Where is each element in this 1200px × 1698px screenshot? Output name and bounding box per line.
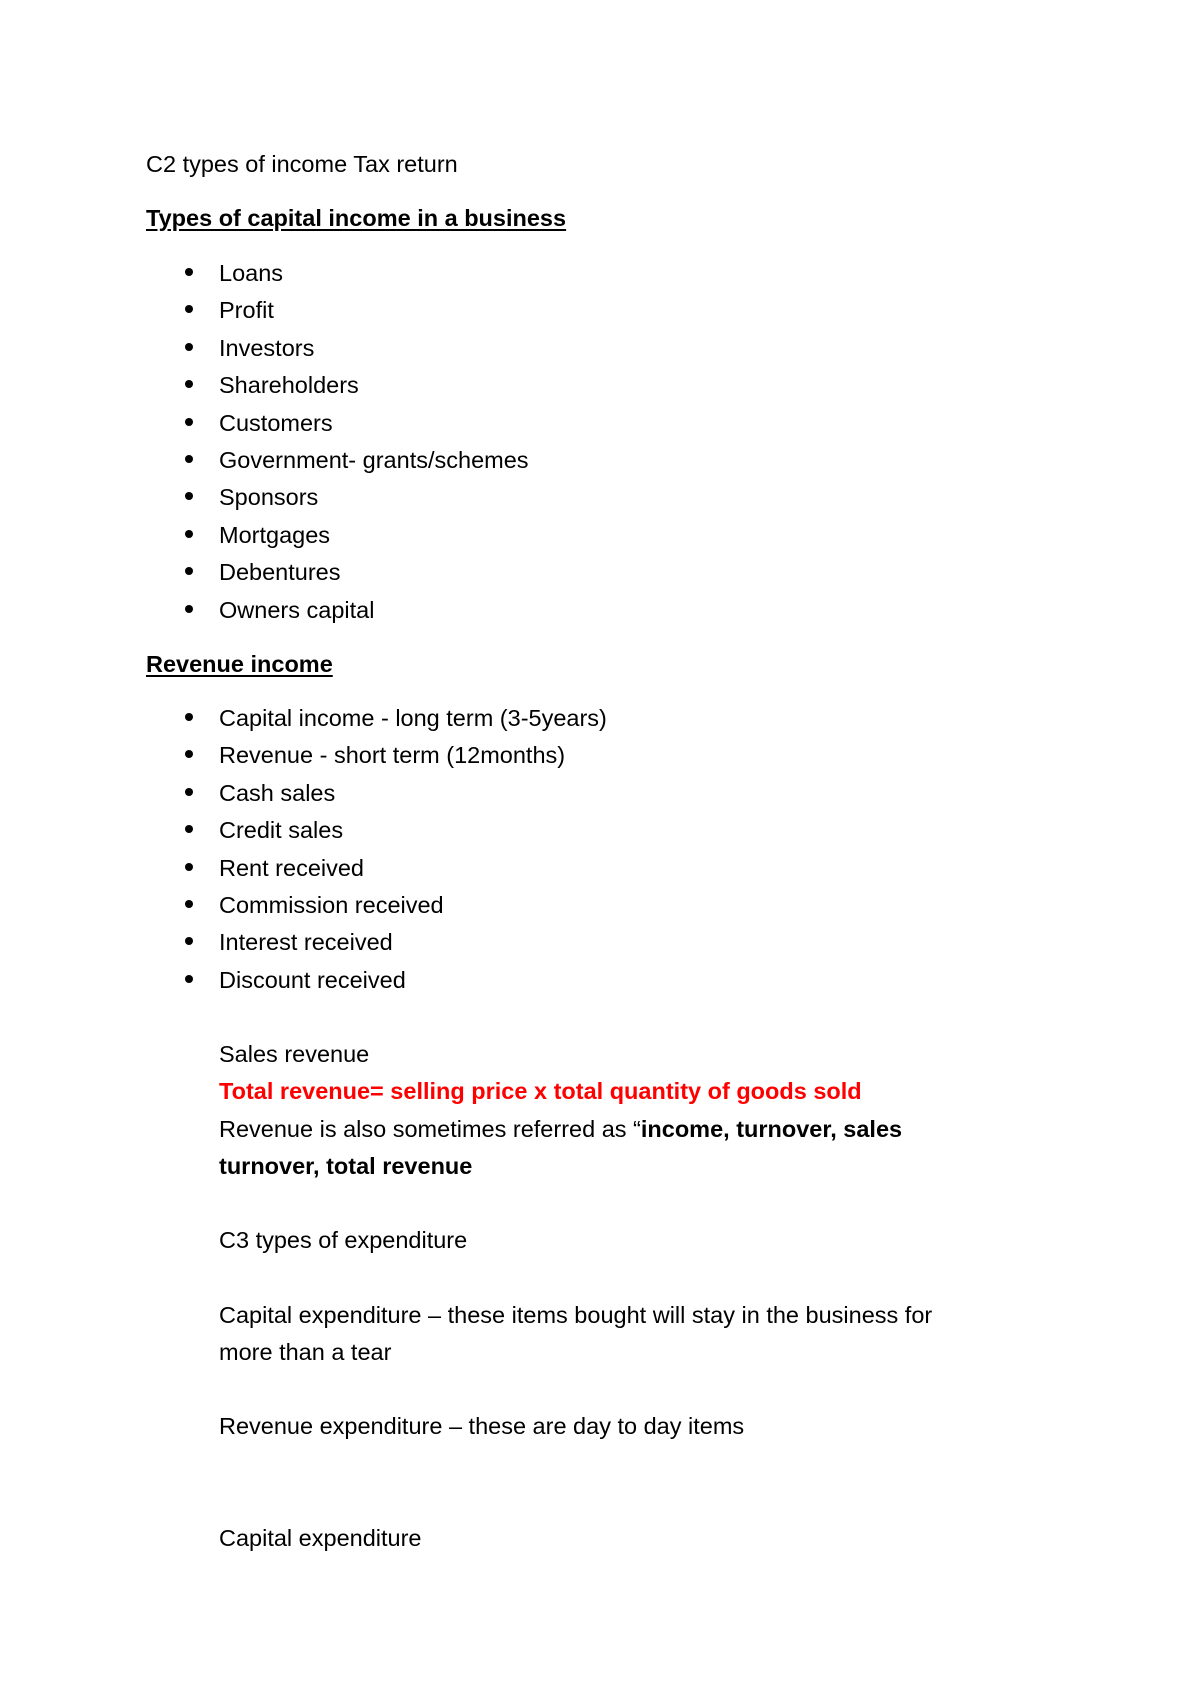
bullet-icon bbox=[185, 863, 193, 871]
revenue-also-referred-line1 bbox=[219, 1114, 902, 1144]
list-item-label: Debentures bbox=[219, 559, 341, 586]
list-item-label: Rent received bbox=[219, 854, 364, 881]
bullet-icon bbox=[185, 713, 193, 721]
list-item-label: Customers bbox=[219, 409, 333, 436]
list-item-label: Capital income - long term (3-5years) bbox=[219, 705, 607, 731]
list-item-label: Commission received bbox=[219, 891, 444, 918]
list-item-label: Government- grants/schemes bbox=[219, 446, 529, 473]
bullet-icon bbox=[185, 380, 193, 388]
capital-expenditure-heading: Capital expenditure bbox=[219, 1525, 422, 1551]
capital-income-heading: Types of capital income in a business bbox=[146, 205, 567, 231]
list-item-label: Loans bbox=[219, 260, 284, 286]
bullet-icon bbox=[185, 567, 193, 575]
list-item-label: Revenue - short term (12months) bbox=[219, 742, 566, 769]
list-item-label: Owners capital bbox=[219, 596, 375, 623]
bullet-icon bbox=[185, 492, 193, 500]
bullet-icon bbox=[185, 750, 193, 758]
bullet-icon bbox=[185, 418, 193, 426]
total-revenue-formula: Total revenue= selling price x total quantity of goods sold bbox=[219, 1078, 862, 1104]
capital-expenditure-definition-line1: Capital expenditure – these items bought will stay in the business for bbox=[219, 1302, 933, 1328]
list-item-label: Discount received bbox=[219, 966, 406, 993]
list-item-label: Investors bbox=[219, 334, 315, 361]
list-item-label: Credit sales bbox=[219, 817, 344, 844]
capital-expenditure-definition-line2: more than a tear bbox=[219, 1339, 392, 1365]
bullet-icon bbox=[185, 343, 193, 351]
bullet-icon bbox=[185, 605, 193, 613]
bullet-icon bbox=[185, 305, 193, 313]
bullet-icon bbox=[185, 268, 193, 276]
list-item-label: Interest received bbox=[219, 929, 393, 956]
revenue-synonyms-part2: turnover, total revenue bbox=[219, 1153, 473, 1179]
revenue-synonyms-part1: income, turnover, sales bbox=[640, 1116, 903, 1142]
list-item-label: Shareholders bbox=[219, 372, 359, 399]
revenue-income-heading: Revenue income bbox=[146, 651, 333, 677]
list-item-label: Cash sales bbox=[219, 779, 336, 806]
list-item-label: Mortgages bbox=[219, 521, 331, 548]
revenue-expenditure-definition: Revenue expenditure – these are day to day items bbox=[219, 1413, 745, 1439]
sales-revenue-label: Sales revenue bbox=[219, 1041, 370, 1067]
bullet-icon bbox=[185, 530, 193, 538]
list-item-label: Sponsors bbox=[219, 484, 319, 511]
bullet-icon bbox=[185, 937, 193, 945]
expenditure-title: C3 types of expenditure bbox=[219, 1227, 468, 1253]
list-item-label: Profit bbox=[219, 297, 274, 324]
bullet-icon bbox=[185, 975, 193, 983]
bullet-icon bbox=[185, 455, 193, 463]
revenue-also-referred-prefix: Revenue is also sometimes referred as “ bbox=[219, 1116, 641, 1142]
bullet-icon bbox=[185, 788, 193, 796]
bullet-icon bbox=[185, 825, 193, 833]
document-title: C2 types of income Tax return bbox=[146, 151, 458, 177]
bullet-icon bbox=[185, 900, 193, 908]
